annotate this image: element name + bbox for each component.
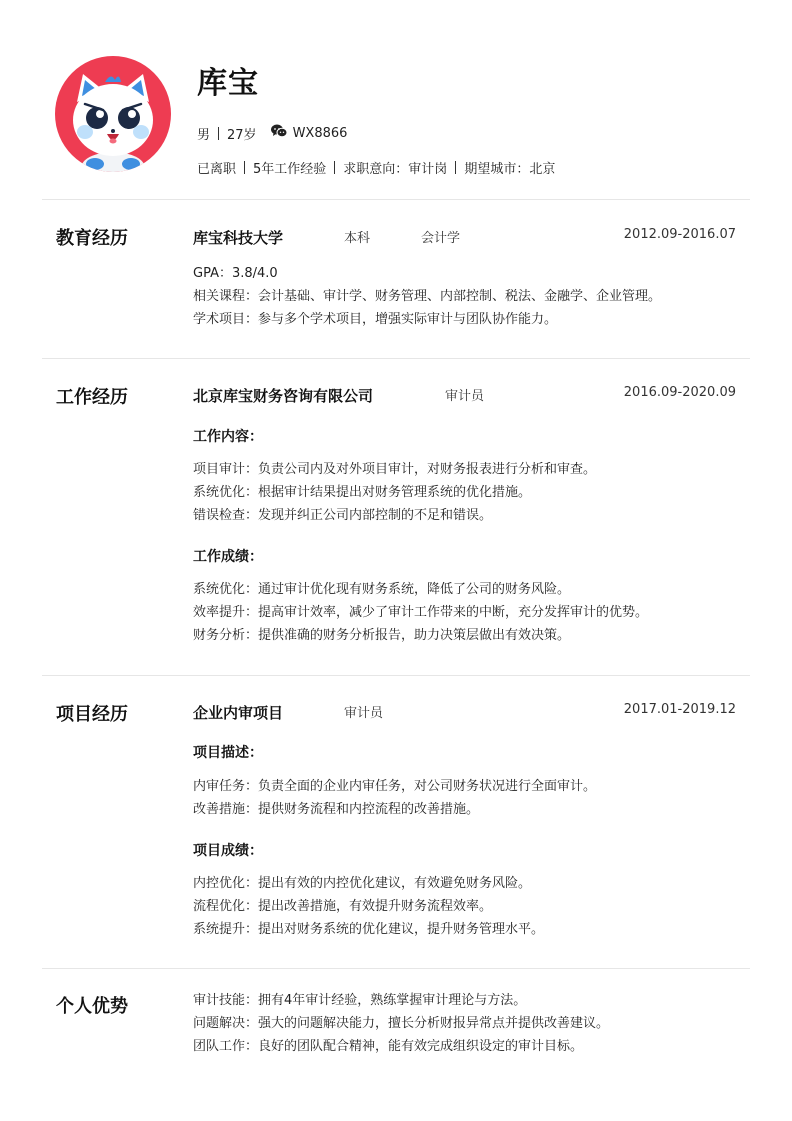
experience-years: 5年工作经验 [253, 161, 327, 177]
project-result-item: 内控优化：提出有效的内控优化建议，有效避免财务风险。 [193, 876, 532, 891]
divider [455, 161, 456, 174]
work-content-item: 系统优化：根据审计结果提出对财务管理系统的优化措施。 [193, 485, 532, 500]
job-intent: 求职意向：审计岗 [343, 161, 448, 177]
project-result-title: 项目成绩： [193, 843, 263, 859]
divider-line [42, 675, 750, 676]
project-result-item: 系统提升：提出对财务系统的优化建议，提升财务管理水平。 [193, 922, 545, 937]
advantage-item: 团队工作：良好的团队配合精神，能有效完成组织设定的审计目标。 [193, 1039, 584, 1054]
work-content-title: 工作内容： [193, 429, 263, 445]
section-title-education: 教育经历 [56, 228, 128, 249]
work-result-item: 财务分析：提供准确的财务分析报告，助力决策层做出有效决策。 [193, 628, 571, 643]
section-title-advantages: 个人优势 [56, 996, 128, 1017]
gender: 男 [197, 127, 211, 143]
candidate-name: 库宝 [197, 66, 259, 101]
education-projects: 学术项目：参与多个学术项目，增强实际审计与团队协作能力。 [193, 312, 558, 327]
wechat-icon [271, 124, 287, 142]
expected-city: 期望城市：北京 [464, 161, 556, 177]
job-status-row [197, 158, 555, 176]
divider [244, 161, 245, 174]
basic-info-row [197, 124, 347, 142]
divider-line [42, 199, 750, 200]
work-result-item: 效率提升：提高审计效率，减少了审计工作带来的中断，充分发挥审计的优势。 [193, 605, 649, 620]
project-date: 2017.01-2019.12 [623, 702, 736, 717]
status: 已离职 [197, 161, 237, 177]
wechat-id: WX8866 [292, 125, 348, 141]
divider [334, 161, 335, 174]
education-gpa: GPA：3.8/4.0 [193, 266, 278, 281]
age: 27岁 [227, 127, 257, 143]
major: 会计学 [421, 231, 461, 246]
work-result-title: 工作成绩： [193, 549, 263, 565]
education-date: 2012.09-2016.07 [623, 227, 736, 242]
degree: 本科 [344, 231, 371, 246]
divider [218, 127, 219, 140]
avatar [55, 56, 171, 172]
work-date: 2016.09-2020.09 [623, 385, 736, 400]
education-courses: 相关课程：会计基础、审计学、财务管理、内部控制、税法、金融学、企业管理。 [193, 289, 662, 304]
section-title-project: 项目经历 [56, 704, 128, 725]
work-content-item: 项目审计：负责公司内及对外项目审计，对财务报表进行分析和审查。 [193, 462, 597, 477]
work-result-item: 系统优化：通过审计优化现有财务系统，降低了公司的财务风险。 [193, 582, 571, 597]
school-name: 库宝科技大学 [193, 229, 284, 247]
divider-line [42, 968, 750, 969]
divider-line [42, 358, 750, 359]
section-title-work: 工作经历 [56, 387, 128, 408]
project-result-item: 流程优化：提出改善措施，有效提升财务流程效率。 [193, 899, 493, 914]
project-name: 企业内审项目 [193, 704, 284, 722]
work-role: 审计员 [445, 389, 485, 404]
project-role: 审计员 [344, 706, 384, 721]
project-desc-title: 项目描述： [193, 745, 263, 761]
project-desc-item: 内审任务：负责全面的企业内审任务，对公司财务状况进行全面审计。 [193, 779, 597, 794]
company-name: 北京库宝财务咨询有限公司 [193, 387, 374, 405]
work-content-item: 错误检查：发现并纠正公司内部控制的不足和错误。 [193, 508, 493, 523]
advantage-item: 审计技能：拥有4年审计经验，熟练掌握审计理论与方法。 [193, 993, 527, 1008]
project-desc-item: 改善措施：提供财务流程和内控流程的改善措施。 [193, 802, 480, 817]
advantage-item: 问题解决：强大的问题解决能力，擅长分析财报异常点并提供改善建议。 [193, 1016, 610, 1031]
